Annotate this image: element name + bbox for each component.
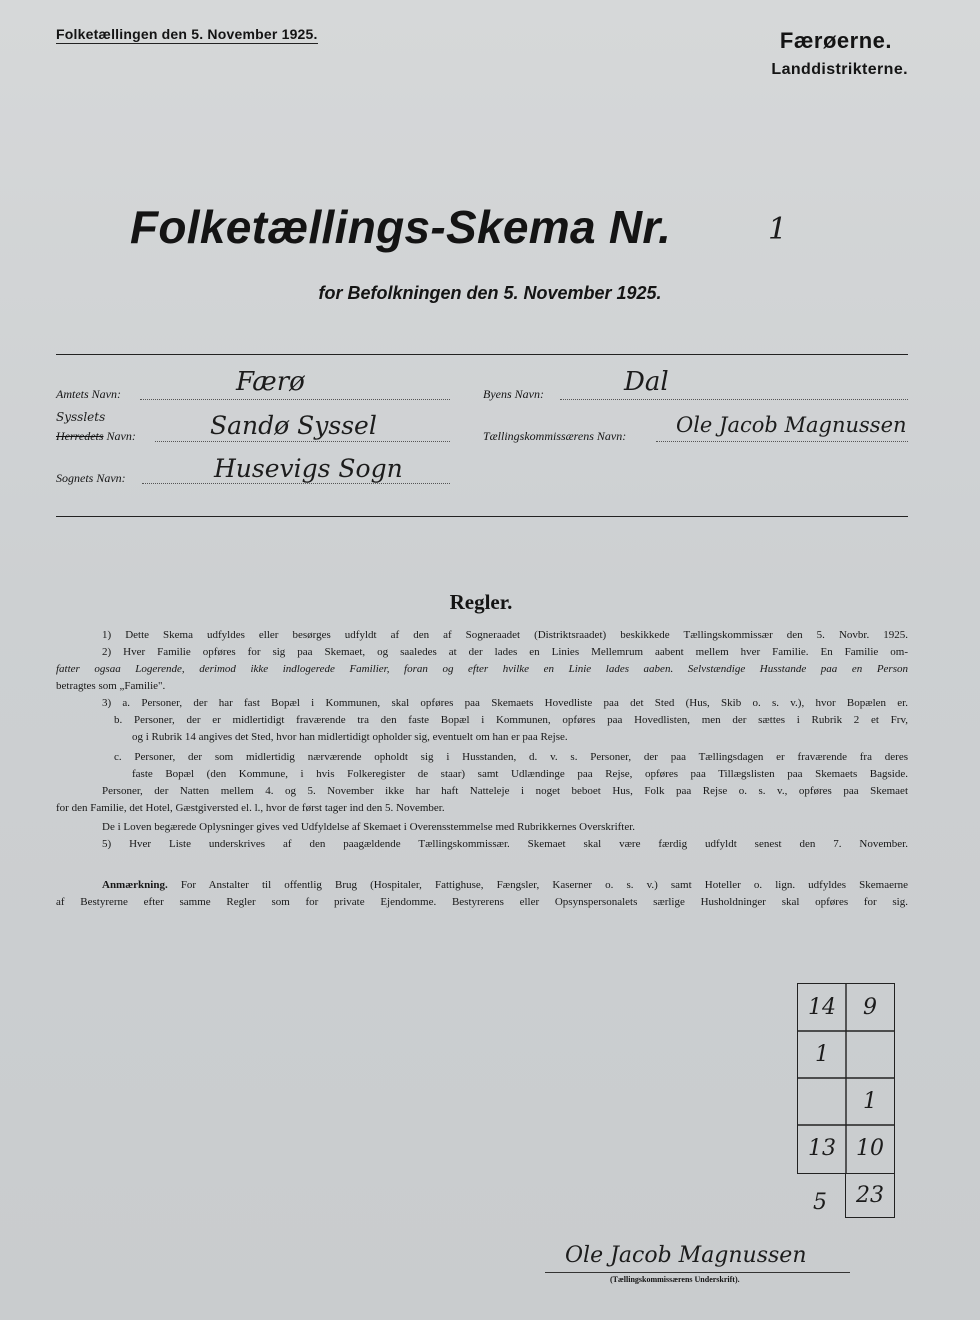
- sogn-dotline: [142, 483, 450, 484]
- amt-value: Færø: [236, 367, 305, 397]
- district-type: Landdistrikterne.: [771, 61, 908, 78]
- signature-label: (Tællingskommissærens Underskrift).: [610, 1275, 740, 1284]
- herred-value: Sandø Syssel: [210, 411, 377, 440]
- herred-dotline: [155, 441, 450, 442]
- by-dotline: [560, 399, 908, 400]
- amt-label: Amtets Navn:: [56, 387, 121, 401]
- signature-line: [545, 1272, 850, 1273]
- rule-line: De i Loven begærede Oplysninger gives ved Udfyldelse af Skemaet i Overensstemmelse med Rubrikkernes Overskrifter.: [102, 821, 636, 833]
- census-header: Folketællingen den 5. November 1925.: [56, 26, 318, 42]
- herred-label: Navn:: [106, 429, 136, 443]
- note-label: Anmærkning.: [102, 879, 168, 891]
- kommissaer-dotline: [656, 441, 908, 442]
- tally-box: [797, 983, 895, 1174]
- tally-total-right: 23: [856, 1182, 884, 1208]
- kommissaer-value: Ole Jacob Magnussen: [676, 413, 907, 437]
- note-line: [102, 877, 908, 894]
- top-divider: [56, 354, 908, 355]
- tally-cell: 13: [808, 1136, 836, 1161]
- tally-cell: 1: [815, 1042, 829, 1067]
- form-number-handwritten: 1: [768, 212, 788, 247]
- tally-total-box: [845, 1173, 895, 1218]
- rule-line: fatter ogsaa Logerende, derimod ikke indlogerede Familier, foran og efter hvilke en Linie lades aaben. Selvstændige Husstande paa en Person: [56, 663, 908, 675]
- rule-line: c. Personer, der som midlertidig nærværende opholdt sig i Husstanden, d. v. s. Personer, der paa Tællingsdagen er fraværende fra deres: [114, 751, 908, 763]
- rule-line: b. Personer, der er midlertidigt fraværende tra den faste Bopæl i Kommunen, opføres paa Hovedlisten, men der sættes i Rubrik 2 et Frv,: [114, 714, 908, 726]
- rule-line: 5) Hver Liste underskrives af den paagældende Tællingskommissær. Skemaet skal være færdig udfyldt senest den 7. November.: [102, 838, 908, 850]
- form-title: Folketællings-Skema Nr.: [130, 201, 672, 253]
- kommissaer-label: Tællingskommissærens Navn:: [483, 429, 627, 443]
- rule-line: 1) Dette Skema udfyldes eller besørges udfyldt af den af Sogneraadet (Distriktsraadet) beskikkede Tællingskommissær den 5. Novbr. 1925.: [102, 629, 908, 641]
- tally-cell: 1: [863, 1089, 877, 1114]
- rule-line: 2) Hver Familie opføres for sig paa Skemaet, og saaledes at der lades en Linies Mellemrum aabent mellem hver Familie. En Familie om-: [102, 646, 908, 658]
- herred-label-row: [56, 429, 136, 444]
- region-title: Færøerne.: [779, 28, 892, 53]
- form-subtitle: for Befolkningen den 5. November 1925.: [318, 283, 662, 303]
- tally-cell: [798, 1078, 846, 1125]
- amt-dotline: [140, 399, 450, 400]
- sogn-value: Husevigs Sogn: [214, 454, 403, 483]
- tally-cell: 10: [856, 1136, 884, 1161]
- tally-cell: 14: [808, 995, 836, 1020]
- rule-line: og i Rubrik 14 angives det Sted, hvor han midlertidigt opholder sig, eventuelt om han er paa Rejse.: [132, 731, 568, 743]
- rule-line: Personer, der Natten mellem 4. og 5. November ikke har haft Natteleje i noget beboet Hus, Folk paa Rejse o. s. v., opføres paa Skemaet: [102, 785, 908, 797]
- note-text: For Anstalter til offentlig Brug (Hospitaler, Fattighuse, Fængsler, Kaserner o. s. v.) samt Hoteller o. lign. udfyldes Skemaerne: [180, 879, 909, 891]
- by-label: Byens Navn:: [483, 387, 544, 401]
- rule-line: 3) a. Personer, der har fast Bopæl i Kommunen, skal opføres paa Skemaets Hovedliste paa det Sted (Hus, Skib o. s. v.), hvor Bopælen er.: [102, 697, 908, 709]
- tally-cell: 9: [863, 995, 877, 1020]
- herred-label-struck: Herredets: [56, 429, 104, 443]
- rule-line: faste Bopæl (den Kommune, i hvis Folkeregister de staar) samt Udlændinge paa Rejse, opføres paa Tillægslisten paa Skemaets Bagside.: [132, 768, 908, 780]
- by-value: Dal: [624, 367, 669, 397]
- sogn-label: Sognets Navn:: [56, 471, 126, 485]
- tally-cell: [846, 1031, 894, 1078]
- herred-label-handwritten: Sysslets: [56, 410, 106, 424]
- rules-heading: Regler.: [449, 590, 513, 614]
- signature-handwritten: Ole Jacob Magnussen: [565, 1243, 807, 1268]
- rule-line: betragtes som „Familie".: [56, 680, 166, 692]
- note-line: af Bestyrerne efter samme Regler som for private Ejendomme. Bestyrerens eller Opsynspersonalets særlige Husholdninger skal opføres for sig.: [56, 896, 908, 908]
- rule-line: for den Familie, det Hotel, Gæstgiversted el. l., hvor de først tager ind den 5. November.: [56, 802, 445, 814]
- bottom-divider: [56, 516, 908, 517]
- tally-total-left: 5: [813, 1189, 827, 1215]
